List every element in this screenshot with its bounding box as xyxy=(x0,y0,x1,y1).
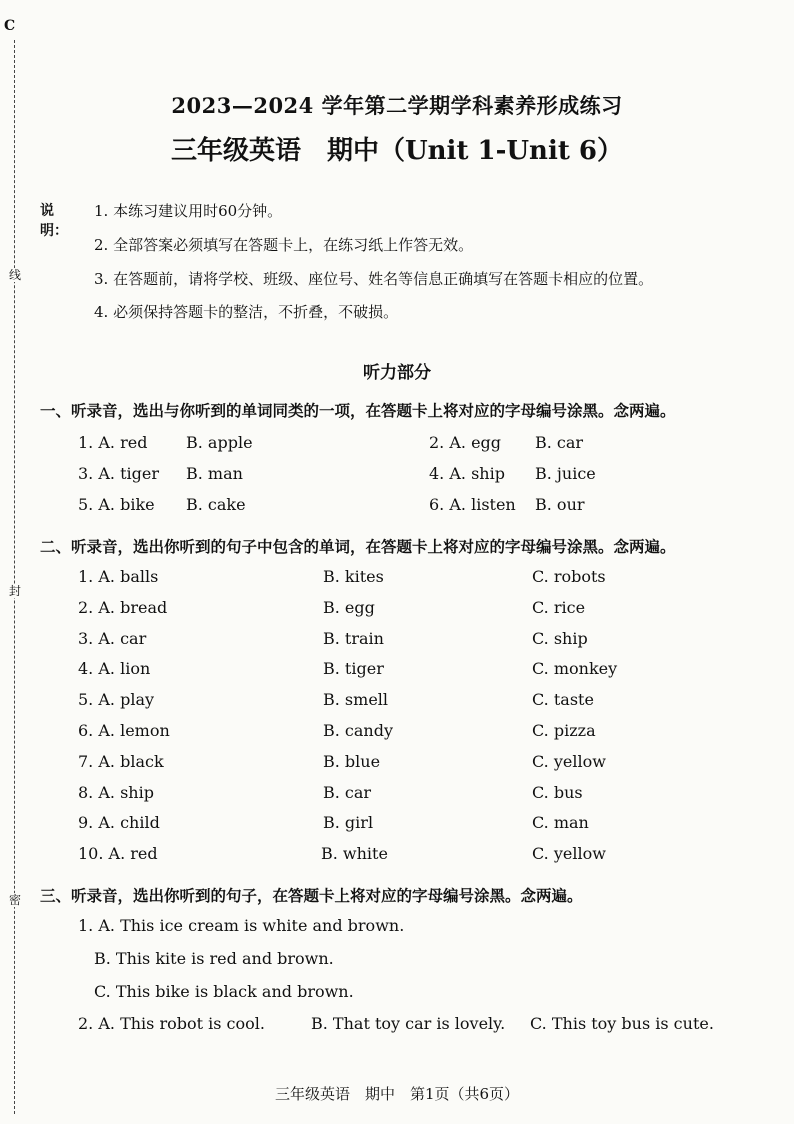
part2-heading: 二、听录音，选出你听到的句子中包含的单词，在答题卡上将对应的字母编号涂黑。念两遍。 xyxy=(40,538,676,556)
option: C. rice xyxy=(532,597,586,617)
option: C. robots xyxy=(532,567,606,586)
option: C. pizza xyxy=(532,721,596,740)
option: 6. A. lemon xyxy=(78,721,170,740)
option: 2. A. This robot is cool. xyxy=(78,1014,265,1033)
instruction-item: 2. 全部答案必须填写在答题卡上，在练习纸上作答无效。 xyxy=(94,236,474,254)
binding-top-mark: C xyxy=(4,18,16,34)
option: 7. A. black xyxy=(78,751,164,771)
option: 6. A. listen xyxy=(429,495,516,514)
option: B. smell xyxy=(323,690,389,710)
option: C. taste xyxy=(532,690,594,710)
part1-heading: 一、听录音，选出与你听到的单词同类的一项，在答题卡上将对应的字母编号涂黑。念两遍。 xyxy=(40,402,676,420)
option: 5. A. play xyxy=(78,690,155,710)
option: B. juice xyxy=(535,464,596,483)
binding-mark-seal: 封 xyxy=(6,584,24,598)
option: C. yellow xyxy=(532,844,606,864)
option: 9. A. child xyxy=(78,813,160,833)
option: B. tiger xyxy=(323,659,384,679)
instruction-item: 4. 必须保持答题卡的整洁，不折叠，不破损。 xyxy=(94,303,399,321)
option: B. blue xyxy=(323,751,381,771)
option: 1. A. balls xyxy=(78,567,159,586)
part3-heading: 三、听录音，选出你听到的句子，在答题卡上将对应的字母编号涂黑。念两遍。 xyxy=(40,887,583,905)
option: B. white xyxy=(321,844,388,864)
option: 5. A. bike xyxy=(78,495,155,514)
binding-mark-secret: 密 xyxy=(6,893,24,907)
instruction-item: 1. 本练习建议用时60分钟。 xyxy=(94,202,283,220)
page-footer: 三年级英语 期中 第1页（共6页） xyxy=(274,1085,520,1103)
option: C. monkey xyxy=(532,659,618,679)
exam-subtitle: 三年级英语 期中（Unit 1-Unit 6） xyxy=(170,136,623,166)
option: B. kites xyxy=(323,567,384,586)
option: 3. A. car xyxy=(78,628,147,648)
option: 3. A. tiger xyxy=(78,464,159,483)
option: B. man xyxy=(186,464,243,483)
option: 8. A. ship xyxy=(78,782,154,802)
binding-dashed-line xyxy=(14,40,15,1114)
option: B. car xyxy=(323,782,372,802)
option: B. girl xyxy=(323,813,374,833)
exam-title: 2023—2024 学年第二学期学科素养形成练习 xyxy=(171,93,623,118)
option: C. This toy bus is cute. xyxy=(530,1014,714,1033)
option: C. man xyxy=(532,813,589,833)
option: B. This kite is red and brown. xyxy=(94,949,334,968)
option: C. ship xyxy=(532,628,588,648)
option: C. bus xyxy=(532,782,583,802)
option: 4. A. ship xyxy=(429,464,505,483)
option: 1. A. red xyxy=(78,433,148,452)
listening-section-heading: 听力部分 xyxy=(363,363,431,383)
instructions-label: 说明： xyxy=(40,203,68,239)
option: B. cake xyxy=(186,495,246,514)
option: 2. A. bread xyxy=(78,597,168,617)
instruction-item: 3. 在答题前，请将学校、班级、座位号、姓名等信息正确填写在答题卡相应的位置。 xyxy=(94,270,654,288)
option: 1. A. This ice cream is white and brown. xyxy=(78,916,405,935)
option: B. our xyxy=(535,495,585,514)
option: B. apple xyxy=(186,433,253,452)
option: 10. A. red xyxy=(78,844,158,864)
option: B. train xyxy=(323,628,384,648)
option: C. yellow xyxy=(532,751,606,771)
binding-mark-line: 线 xyxy=(6,268,24,282)
option: B. egg xyxy=(323,597,375,617)
option: 2. A. egg xyxy=(429,433,502,452)
option: B. candy xyxy=(323,721,394,740)
option: B. That toy car is lovely. xyxy=(311,1014,506,1033)
option: 4. A. lion xyxy=(78,659,151,679)
option: C. This bike is black and brown. xyxy=(94,982,354,1001)
option: B. car xyxy=(535,433,584,452)
